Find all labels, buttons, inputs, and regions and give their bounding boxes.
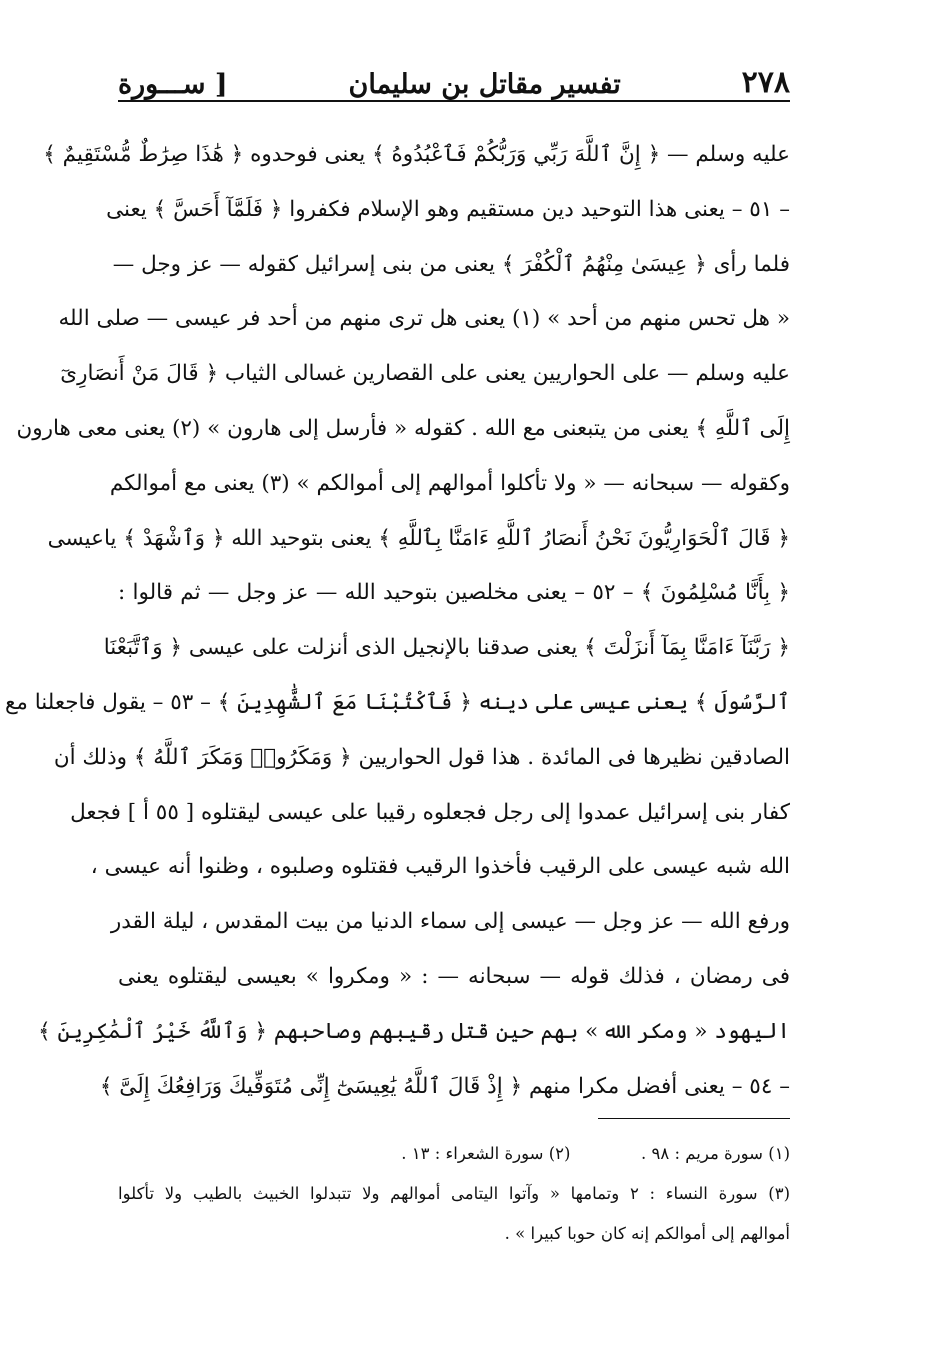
surah-label: [ ســـورة xyxy=(118,69,228,100)
text-line: فلما رأى ﴿ عِيسَىٰ مِنْهُمُ ٱلْكُفْرَ ﴾ يعنى من بنى إسرائيل كقوله — عز وجل — xyxy=(112,251,790,277)
text-line: ورفع الله — عز وجل — عيسى إلى سماء الدنيا من بيت المقدس ، ليلة القدر xyxy=(110,909,790,935)
footnote-3-line-1: (٣) سورة النساء : ٢ وتمامها « وآتوا اليتامى أموالهم ولا تتبدلوا الخبيث بالطيب ولا تأكلوا xyxy=(118,1184,790,1203)
header-rule xyxy=(118,100,790,102)
text-line: عليه وسلم — على الحواريين يعنى على القصارين غسالى الثياب ﴿ قَالَ مَنْ أَنصَارِىٓ xyxy=(60,361,790,387)
text-line: وكقوله — سبحانه — « ولا تأكلوا أموالهم إلى أموالكم » (٣) يعنى مع أموالكم xyxy=(109,470,790,496)
footnote-2: (٢) سورة الشعراء : ١٣ . xyxy=(401,1144,571,1163)
text-line: – ٥١ – يعنى هذا التوحيد دين مستقيم وهو الإسلام فكفروا ﴿ فَلَمَّآ أَحَسَّ ﴾ يعنى xyxy=(106,196,790,222)
page-header xyxy=(118,40,790,100)
text-line: ﴿ رَبَّنَآ ءَامَنَّا بِمَآ أَنزَلْتَ ﴾ يعنى صدقنا بالإنجيل الذى أنزلت على عيسى ﴿ وَٱتَّبَعْنَا xyxy=(103,635,790,661)
body-text xyxy=(4,128,790,1114)
text-line: الله شبه عيسى على الرقيب فأخذوا الرقيب فقتلوه وصلبوه ، وظنوا أنه عيسى ، xyxy=(90,854,790,880)
page-number: ٢٧٨ xyxy=(741,65,790,100)
text-line: ﴿ بِأَنَّا مُسْلِمُونَ ﴾ – ٥٢ – يعنى مخلصين بتوحيد الله — عز وجل — ثم قالوا : xyxy=(118,580,790,606)
text-line: « هل تحس منهم من أحد » (١) يعنى هل ترى منهم من أحد فر عيسى — صلى الله xyxy=(58,306,790,332)
text-line: الصادقين نظيرها فى المائدة . هذا قول الحواريين ﴿ وَمَكَرُوا۟ وَمَكَرَ ٱللَّهُ ﴾ وذلك أن xyxy=(53,744,790,770)
footnotes xyxy=(118,1134,790,1254)
text-line: عليه وسلم — ﴿ إِنَّ ٱللَّهَ رَبِّي وَرَبُّكُمْ فَٱعْبُدُوهُ ﴾ يعنى فوحدوه ﴿ هَٰذَا صِرَٰطٌ مُّسْتَقِيمٌ ﴾ xyxy=(43,142,790,167)
footnote-separator xyxy=(598,1118,790,1119)
text-line: ٱلرَّسُولَ ﴾ يعنى عيسى على دينه ﴿ فَٱكْتُبْنَا مَعَ ٱلشَّٰهِدِينَ ﴾ – ٥٣ – يقول فاجعلنا مع xyxy=(4,689,790,715)
footnote-3-line-2: أموالهم إلى أموالكم إنه كان حوبا كبيرا » . xyxy=(504,1224,790,1243)
text-line: إِلَى ٱللَّهِ ﴾ يعنى من يتبعنى مع الله . كقوله « فأرسل إلى هارون » (٢) يعنى معى هارون xyxy=(16,415,790,441)
text-line: ﴿ قَالَ ٱلْحَوَارِيُّونَ نَحْنُ أَنصَارُ ٱللَّهِ ءَامَنَّا بِٱللَّهِ ﴾ يعنى بتوحيد الله ﴿ وَٱشْهَدْ ﴾ ياعيسى xyxy=(47,525,790,551)
text-line: – ٥٤ – يعنى أفضل مكرا منهم ﴿ إِذْ قَالَ ٱللَّهُ يَٰعِيسَىٰٓ إِنِّى مُتَوَفِّيكَ وَرَافِعُكَ إِلَىَّ ﴾ xyxy=(99,1073,790,1099)
footnote-1: (١) سورة مريم : ٩٨ . xyxy=(640,1144,790,1163)
text-line: فى رمضان ، فذلك قوله — سبحانه — : « ومكروا » بعيسى ليقتلوه يعنى xyxy=(118,963,790,989)
text-line: اليهود « ومكر الله » بهم حين قتل رقيبهم وصاحبهم ﴿ وَٱللَّهُ خَيْرُ ٱلْمَٰكِرِينَ ﴾ xyxy=(38,1018,790,1044)
book-title: تفسير مقاتل بن سليمان xyxy=(348,69,621,100)
footnote-row xyxy=(118,1134,790,1174)
text-line: كفار بنى إسرائيل عمدوا إلى رجل فجعلوه رقيبا على عيسى ليقتلوه [ ٥٥ أ ] فجعل xyxy=(70,799,790,825)
